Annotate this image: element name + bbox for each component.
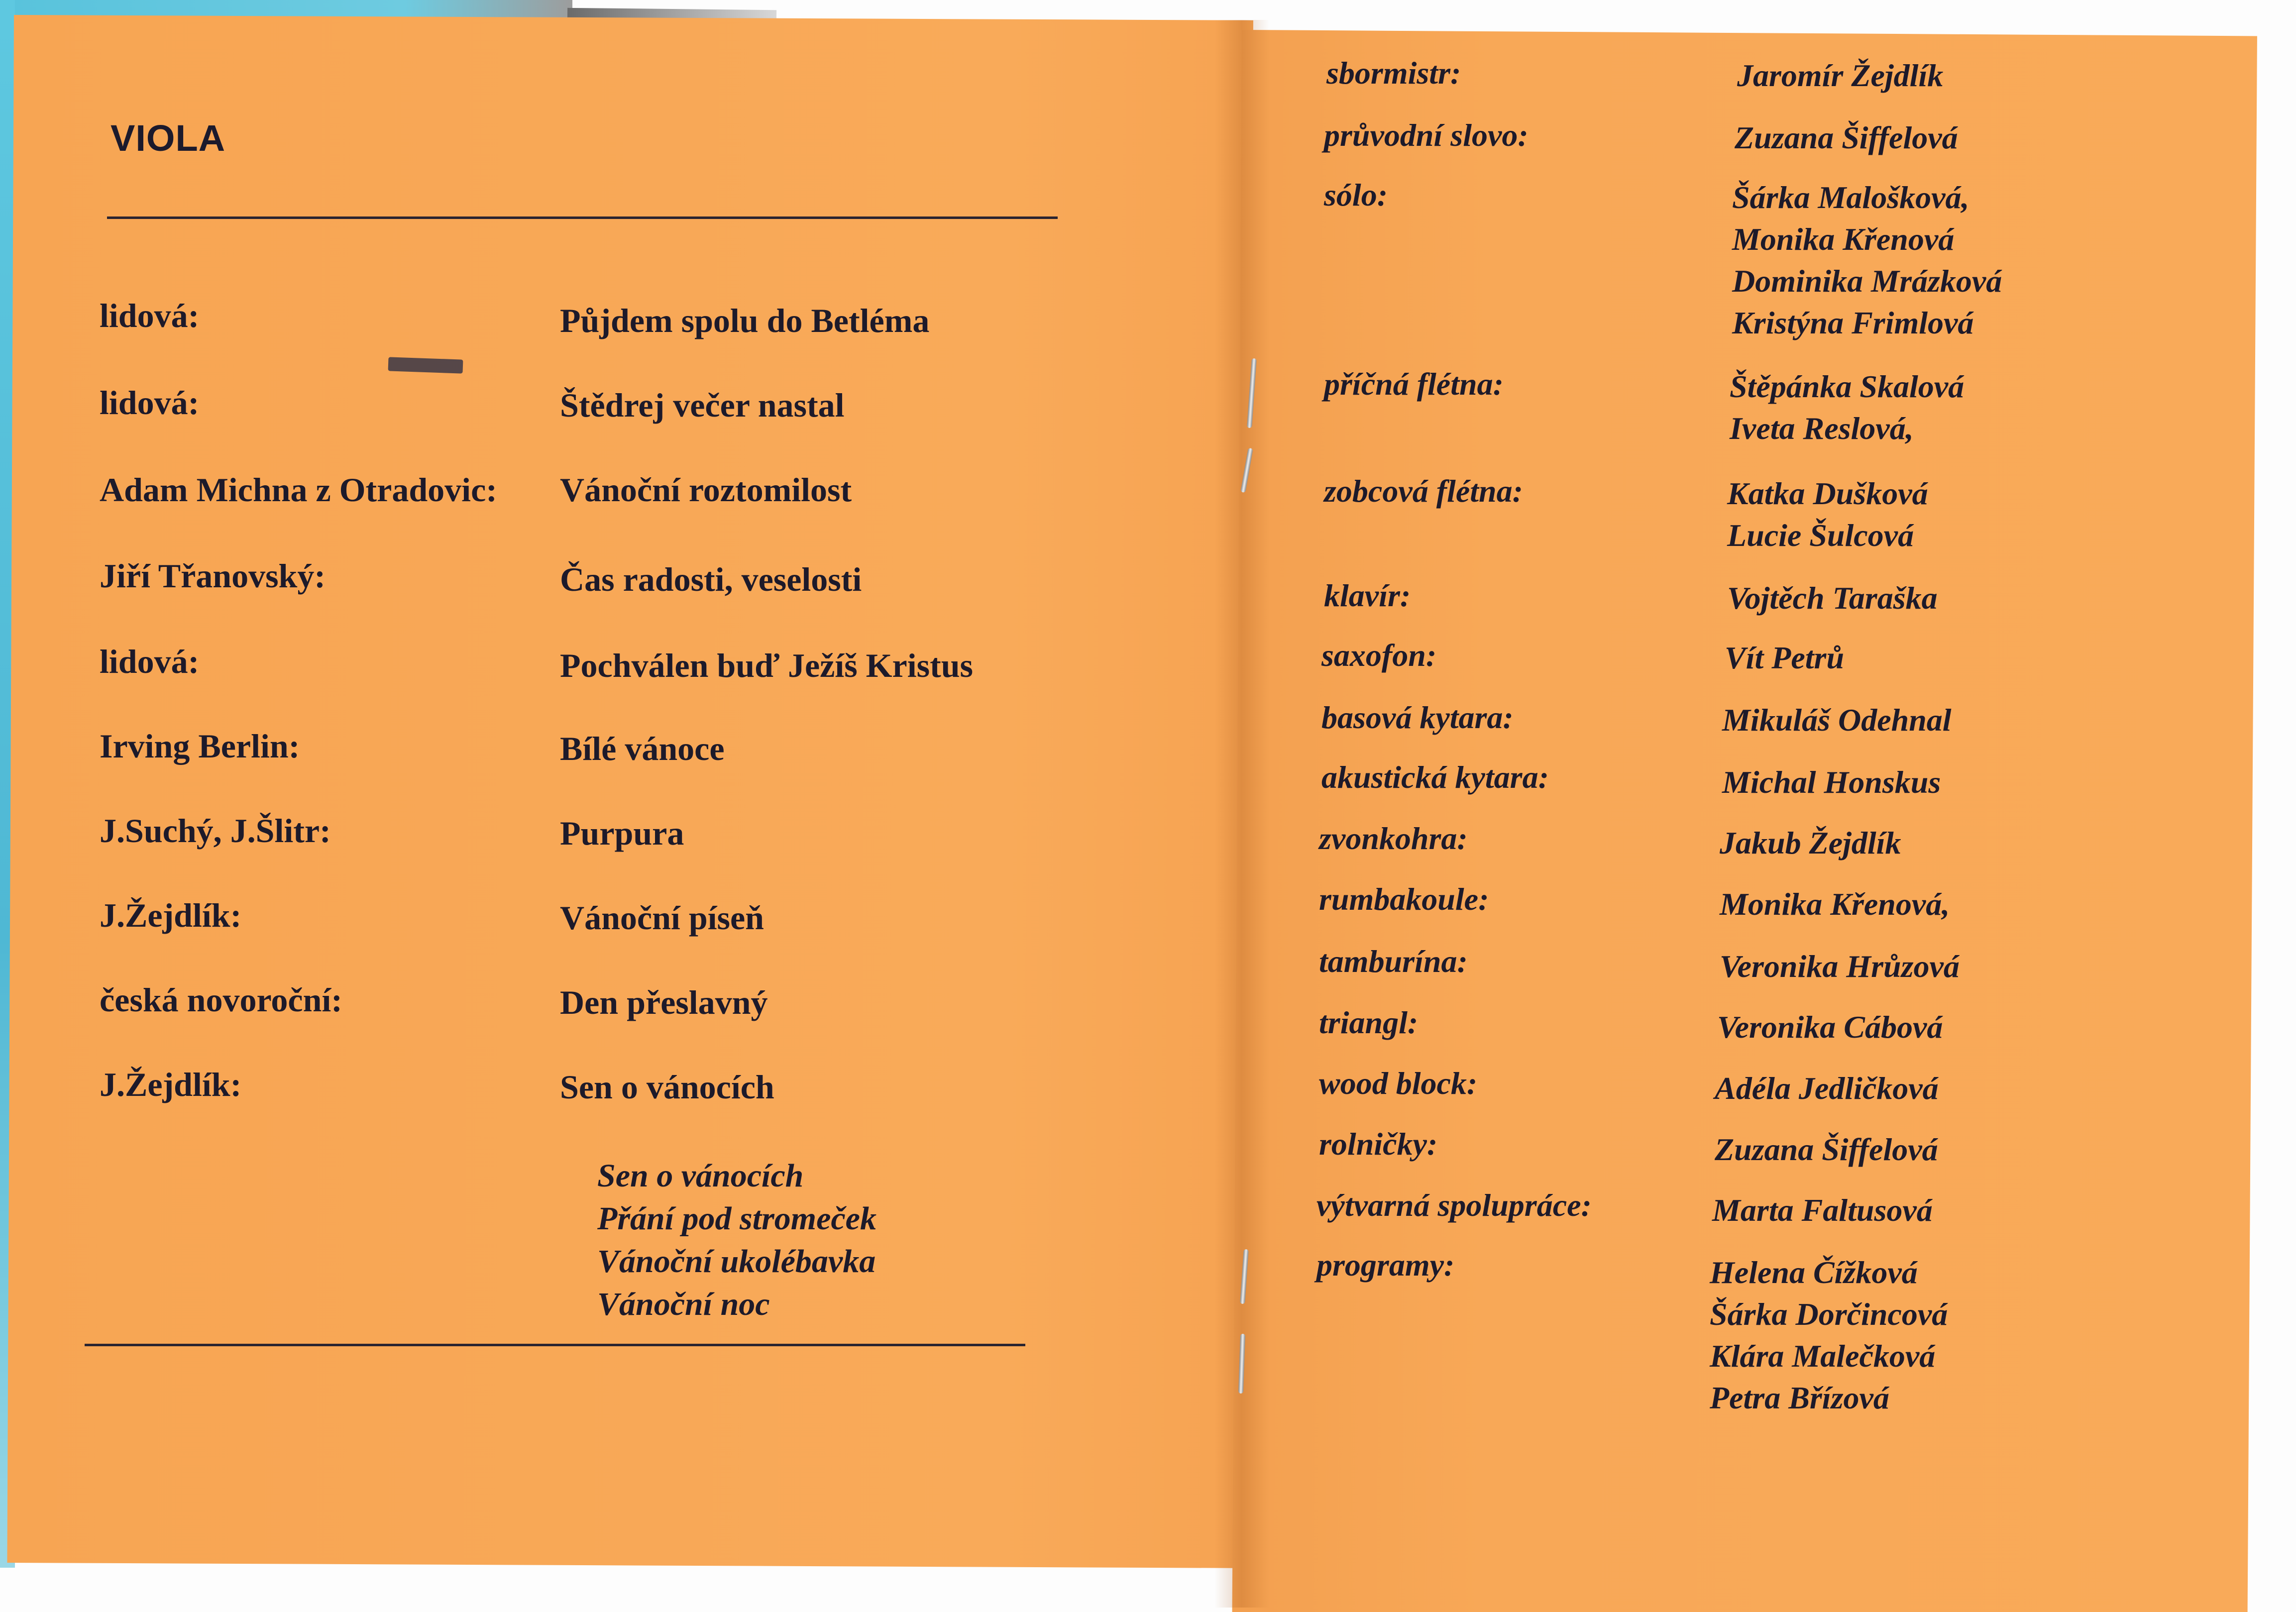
credit-role: rumbakoule: [1319,881,1489,917]
divider-line [85,1344,1025,1346]
credit-role: saxofon: [1321,638,1437,673]
credit-name: Veronika Hrůzová [1720,949,1960,984]
credit-name: Dominika Mrázková [1732,263,2002,299]
credit-names [1732,177,2002,344]
program-author: J.Žejdlík: [100,1066,242,1103]
credit-role: programy: [1316,1247,1455,1283]
credit-name: Marta Faltusová [1712,1192,1933,1228]
program-author: Irving Berlin: [100,727,300,765]
medley-item: Přání pod stromeček [597,1200,876,1237]
credit-role: výtvarná spolupráce: [1316,1187,1592,1223]
credit-names [1715,1129,1938,1171]
program-author: lidová: [100,643,200,680]
medley-item: Sen o vánocích [597,1158,804,1194]
credit-name: Petra Břízová [1710,1380,1889,1415]
credit-role: sólo: [1324,177,1388,213]
credit-role: zobcová flétna: [1324,473,1523,509]
credit-names [1737,55,1943,97]
credit-role: sbormistr: [1326,55,1461,91]
credit-names [1725,637,1844,679]
program-author: lidová: [100,297,200,334]
credit-names [1717,1006,1943,1048]
credit-name: Iveta Reslová, [1730,411,1914,446]
credit-role: průvodní slovo: [1324,117,1529,153]
credit-name: Vojtěch Taraška [1727,580,1938,616]
medley-item: Vánoční ukolébavka [597,1243,876,1280]
credit-name: Adéla Jedličková [1715,1071,1939,1106]
program-author: J.Suchý, J.Šlitr: [100,812,331,850]
credit-names [1715,1068,1939,1109]
credit-name: Lucie Šulcová [1727,518,1914,553]
credit-role: zvonkohra: [1319,821,1468,856]
credit-name: Zuzana Šiffelová [1715,1132,1938,1167]
credit-names [1720,822,1901,864]
program-author: česká novoroční: [100,981,342,1019]
program-song: Den přeslavný [560,983,768,1021]
credit-names [1720,883,1950,925]
program-author: J.Žejdlík: [100,896,242,934]
credit-name: Klára Malečková [1710,1338,1936,1374]
divider-line [107,216,1058,219]
credit-name: Mikuláš Odehnal [1722,702,1952,738]
credit-name: Kristýna Frimlová [1732,305,1974,340]
credit-names [1730,366,1964,449]
credit-role: basová kytara: [1321,700,1514,735]
credit-names [1735,117,1958,159]
credit-role: wood block: [1319,1066,1478,1101]
credit-name: Vít Petrů [1725,640,1845,675]
program-song: Bílé vánoce [560,730,725,767]
credit-name: Jaromír Žejdlík [1737,58,1944,93]
credit-name: Monika Křenová, [1720,886,1950,922]
program-song: Purpura [560,814,684,852]
credit-names [1722,699,1952,741]
credit-role: příčná flétna: [1324,366,1504,402]
program-song: Čas radosti, veselosti [560,560,862,598]
program-author: Adam Michna z Otradovic: [100,471,497,509]
program-song: Vánoční roztomilost [560,471,852,509]
credit-name: Jakub Žejdlík [1720,825,1901,860]
program-author: Jiří Třanovský: [100,557,326,595]
credit-role: klavír: [1324,578,1411,613]
credit-names [1722,761,1941,803]
credit-role: tamburína: [1319,944,1468,979]
program-title: VIOLA [110,117,226,159]
left-page [7,15,1253,1568]
credit-name: Veronika Cábová [1717,1009,1943,1045]
program-author: lidová: [100,384,200,422]
credit-name: Monika Křenová [1732,221,1955,257]
ink-smudge [388,357,463,373]
credit-names [1710,1252,1948,1419]
credit-name: Štěpánka Skalová [1730,369,1965,404]
credit-names [1712,1189,1933,1231]
program-song: Pochválen buď Ježíš Kristus [560,646,974,684]
credit-name: Michal Honskus [1722,764,1941,800]
medley-item: Vánoční noc [597,1286,770,1322]
credit-names [1727,473,1928,556]
program-song: Vánoční píseň [560,899,764,937]
credit-name: Šárka Malošková, [1732,180,1969,215]
credit-names [1727,577,1938,619]
credit-role: akustická kytara: [1321,759,1549,795]
medley-list [597,1155,876,1326]
credit-role: rolničky: [1319,1126,1438,1162]
program-song: Štědrej večer nastal [560,386,845,424]
credit-name: Zuzana Šiffelová [1735,120,1958,155]
program-song: Půjdem spolu do Betléma [560,302,930,339]
program-song: Sen o vánocích [560,1068,774,1106]
credit-name: Šárka Dorčincová [1710,1296,1948,1332]
credit-role: triangl: [1319,1005,1419,1040]
credit-name: Katka Dušková [1727,476,1928,511]
credit-names [1720,946,1960,987]
credit-name: Helena Čížková [1710,1255,1918,1290]
